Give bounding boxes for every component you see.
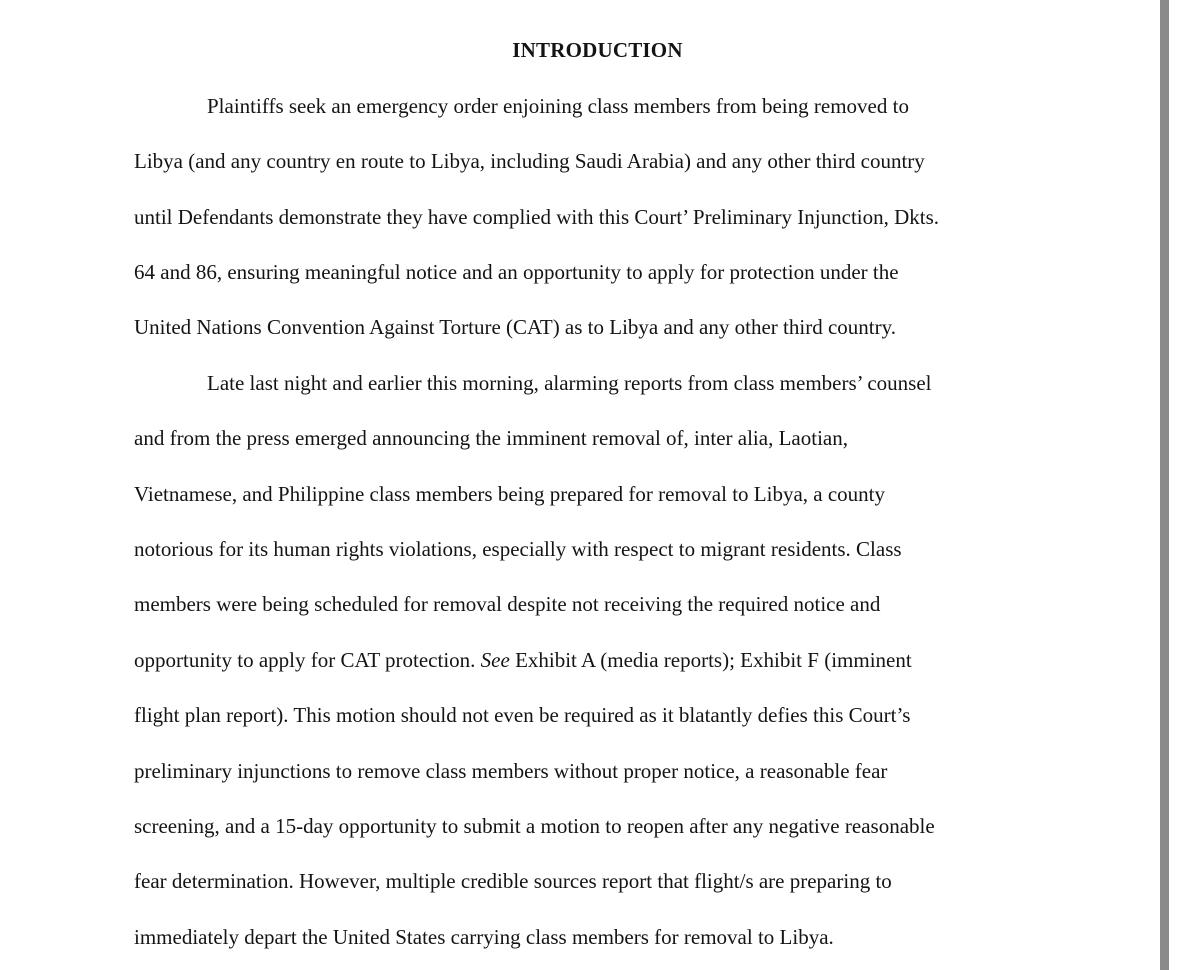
paragraph-2-line-1: Late last night and earlier this morning, alarming reports from class members’ counsel xyxy=(207,371,932,395)
paragraph-2-line-6 xyxy=(134,646,912,674)
paragraph-2-line-3: Vietnamese, and Philippine class members being prepared for removal to Libya, a county xyxy=(134,482,886,506)
paragraph-2-line-5: members were being scheduled for removal despite not receiving the required notice and xyxy=(134,592,881,616)
paragraph-2-line-2: and from the press emerged announcing the imminent removal of, inter alia, Laotian, xyxy=(134,426,848,450)
line-text-before: opportunity to apply for CAT protection. xyxy=(134,648,481,672)
page-edge-margin xyxy=(1169,0,1179,970)
paragraph-1-line-1: Plaintiffs seek an emergency order enjoining class members from being removed to xyxy=(207,94,909,118)
paragraph-2-line-10: fear determination. However, multiple credible sources report that flight/s are preparing to xyxy=(134,869,892,893)
paragraph-1-line-3: until Defendants demonstrate they have complied with this Court’ Preliminary Injunction, Dkts. xyxy=(134,205,940,229)
paragraph-1-line-5: United Nations Convention Against Torture (CAT) as to Libya and any other third country. xyxy=(134,315,896,339)
page-edge-scrollbar xyxy=(1160,0,1169,970)
see-signal-italic: See xyxy=(480,648,510,672)
paragraph-2-line-4: notorious for its human rights violations, especially with respect to migrant residents. Class xyxy=(134,537,902,561)
paragraph-2-line-8: preliminary injunctions to remove class members without proper notice, a reasonable fear xyxy=(134,759,888,783)
paragraph-1-line-2: Libya (and any country en route to Libya, including Saudi Arabia) and any other third country xyxy=(134,149,925,173)
paragraph-2-line-7: flight plan report). This motion should not even be required as it blatantly defies this Court’s xyxy=(134,703,911,727)
paragraph-2-line-9: screening, and a 15-day opportunity to submit a motion to reopen after any negative reasonable xyxy=(134,814,935,838)
line-text-after: Exhibit A (media reports); Exhibit F (imminent xyxy=(509,648,912,672)
paragraph-2-line-11: immediately depart the United States carrying class members for removal to Libya. xyxy=(134,925,834,949)
paragraph-1-line-4: 64 and 86, ensuring meaningful notice and an opportunity to apply for protection under the xyxy=(134,260,899,284)
section-heading: INTRODUCTION xyxy=(512,38,683,62)
